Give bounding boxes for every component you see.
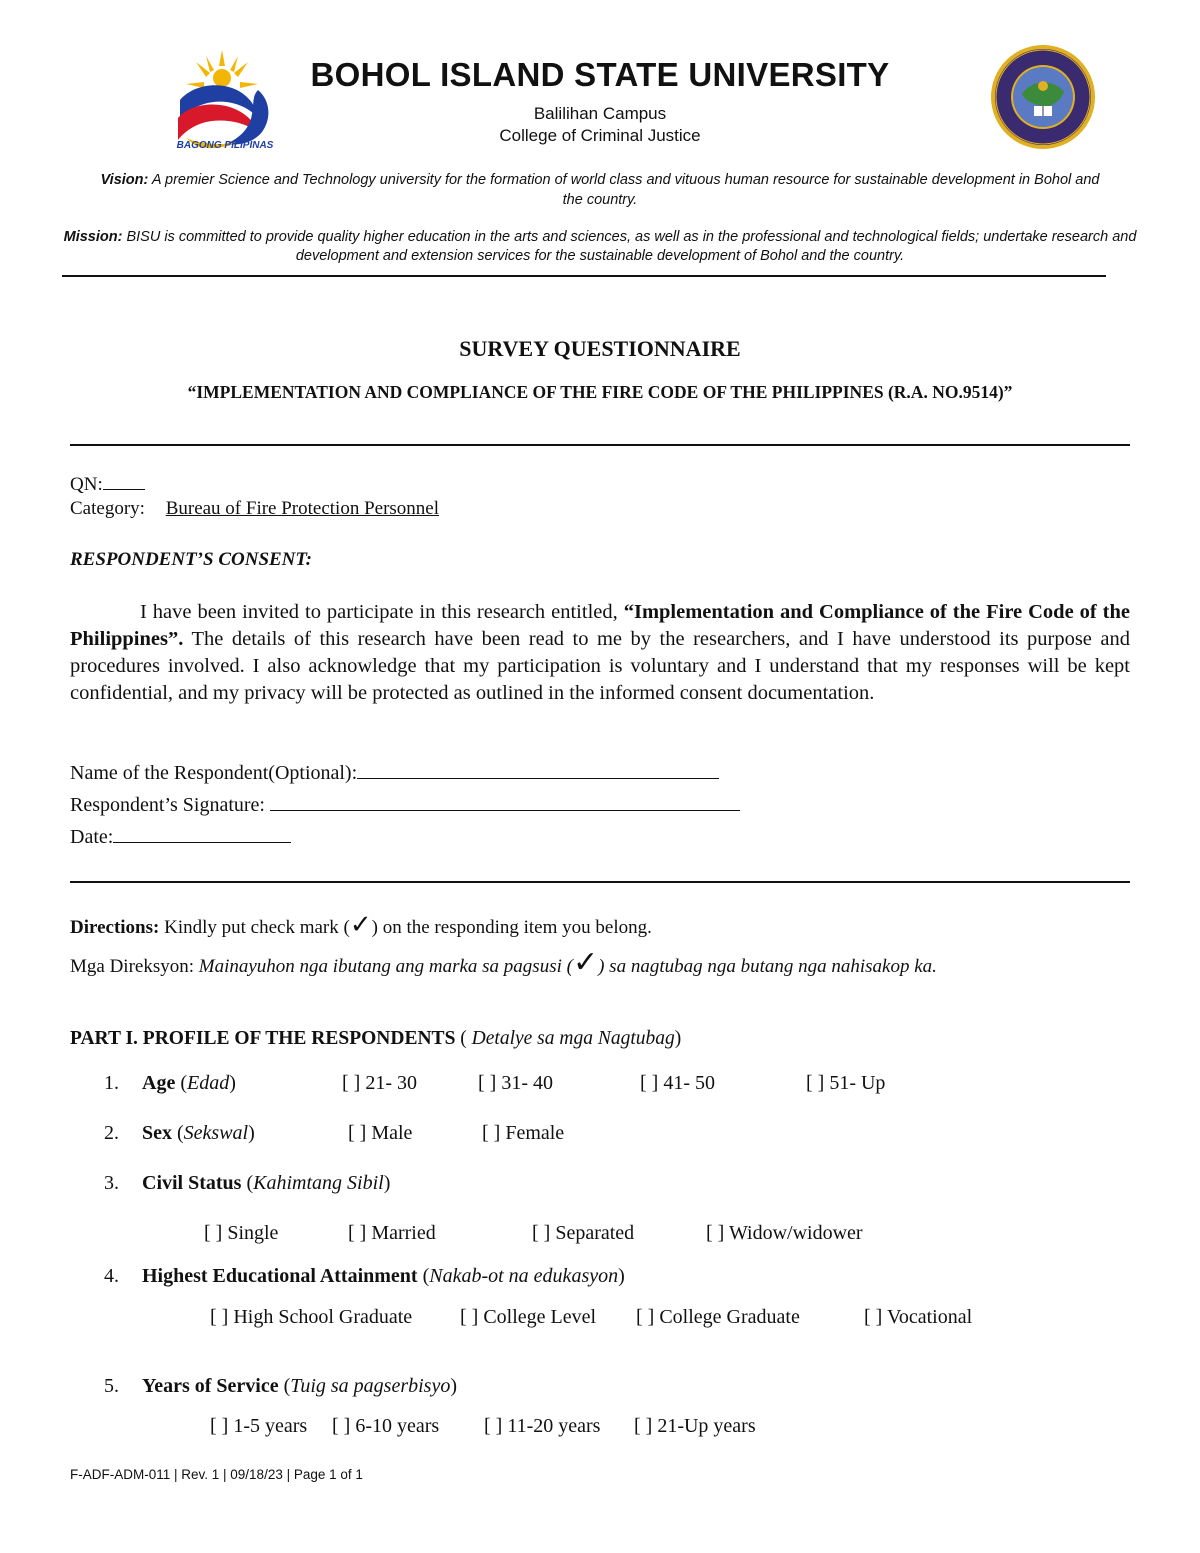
respondent-name-field [70,762,719,785]
university-name: BOHOL ISLAND STATE UNIVERSITY [310,56,890,93]
option-civil-single[interactable]: [ ] Single [204,1222,279,1244]
mission-statement [60,228,1140,266]
consent-research-title: “Implementation and Compliance of the Fire Code of the Philippines”. [70,601,1130,650]
question-label-text: Years of Service [142,1375,279,1397]
directions-text-after: ) on the responding item you belong. [371,917,652,938]
directions-local-before: Mainayuhon nga ibutang ang marka sa pagsusi ( [198,956,573,977]
consent-divider [70,881,1130,883]
question-education [0,1265,1200,1345]
campus-name: Balilihan Campus [533,104,667,123]
part1-title-local: Detalye sa mga Nagtubag [471,1028,675,1049]
option-civil-separated[interactable]: [ ] Separated [532,1222,635,1244]
seal-year: 2009 [1032,130,1054,140]
question-label: Years of Service (Tuig sa pagserbisyo) [142,1375,457,1397]
question-number: 3. [104,1172,119,1194]
category-field [70,498,439,520]
date-label: Date: [70,826,114,848]
option-age-31-40[interactable]: [ ] 31- 40 [478,1072,553,1094]
question-label-text: Sex [142,1122,172,1144]
option-years-1-5[interactable]: [ ] 1-5 years [210,1415,308,1437]
page-title: SURVEY QUESTIONNAIRE [459,336,741,361]
question-label-local: Edad [187,1072,230,1094]
category-value: Bureau of Fire Protection Personnel [165,498,440,519]
document-footer: F-ADF-ADM-011 | Rev. 1 | 09/18/23 | Page 1 of 1 [70,1467,363,1482]
question-number: 4. [104,1265,119,1287]
university-seal [990,44,1096,150]
option-edu-high-school[interactable]: [ ] High School Graduate [210,1306,413,1328]
question-civil-status [0,1172,1200,1252]
question-years-of-service [0,1375,1200,1445]
part1-heading: PART I. PROFILE OF THE RESPONDENTS ( Detalye sa mga Nagtubag) [70,1028,682,1049]
question-label-local: Kahimtang Sibil [253,1172,384,1194]
title-divider [70,444,1130,446]
question-label: Age (Edad) [142,1072,236,1094]
header-divider [62,275,1106,277]
directions-line [70,910,652,940]
consent-paragraph [70,599,1130,707]
directions-local-label: Mga Direksyon: [70,956,199,977]
consent-text-rest: The details of this research have been read to me by the researchers, and I have understood its purpose and procedures involved. I also acknowledge that my participation is voluntary and I understand that my responses will be kept confidential, and my privacy will be protected as outlined in the informed consent documentation. [70,628,1130,704]
question-label-text: Age [142,1072,176,1094]
option-years-11-20[interactable]: [ ] 11-20 years [484,1415,601,1437]
option-age-21-30[interactable]: [ ] 21- 30 [342,1072,417,1094]
respondent-signature-blank[interactable] [270,810,740,811]
question-label-local: Nakab-ot na edukasyon [429,1265,619,1287]
option-sex-female[interactable]: [ ] Female [482,1122,565,1144]
college-name: College of Criminal Justice [499,126,701,145]
date-field [70,826,291,849]
respondent-name-blank[interactable] [357,778,719,779]
category-label: Category: [70,498,145,519]
qn-blank[interactable] [103,489,145,490]
logo-caption: BAGONG PILIPINAS [176,140,274,151]
option-civil-married[interactable]: [ ] Married [348,1222,436,1244]
option-edu-vocational[interactable]: [ ] Vocational [864,1306,973,1328]
mission-text: BISU is committed to provide quality higher education in the arts and sciences, as well as in the professional and technological fields; undertake research and development and extension services for the sustainable development of Bohol and the country. [126,229,1137,264]
option-years-21-up[interactable]: [ ] 21-Up years [634,1415,756,1437]
question-label-text: Highest Educational Attainment [142,1265,418,1287]
part1-title: PART I. PROFILE OF THE RESPONDENTS [70,1028,456,1049]
check-mark-icon: ✓ [572,945,599,980]
question-label: Civil Status (Kahimtang Sibil) [142,1172,391,1194]
question-label-local: Sekswal [183,1122,249,1144]
option-age-51-up[interactable]: [ ] 51- Up [806,1072,886,1094]
option-civil-widow[interactable]: [ ] Widow/widower [706,1222,863,1244]
respondent-signature-field [70,794,740,817]
directions-label: Directions: [70,917,160,938]
page-subtitle: “IMPLEMENTATION AND COMPLIANCE OF THE FIRE CODE OF THE PHILIPPINES (R.A. NO.9514)” [187,382,1013,402]
vision-text: A premier Science and Technology university for the formation of world class and vituous human resource for sustainable development in Bohol and the country. [151,172,1100,208]
consent-heading: RESPONDENT’S CONSENT: [70,549,312,570]
date-blank[interactable] [113,842,291,843]
question-number: 2. [104,1122,119,1144]
respondent-name-label: Name of the Respondent(Optional): [70,762,358,784]
question-age [0,1072,1200,1102]
qn-label: QN: [70,474,103,495]
mission-label: Mission: [63,229,123,245]
directions-local-after: ) sa nagtubag nga butang nga nahisakop ka. [598,956,937,977]
question-label-local: Tuig sa pagserbisyo [290,1375,451,1397]
option-edu-college-level[interactable]: [ ] College Level [460,1306,597,1328]
directions-local-line [70,945,937,980]
qn-field [70,474,145,496]
question-label-text: Civil Status [142,1172,242,1194]
check-mark-icon: ✓ [349,910,372,940]
respondent-signature-label: Respondent’s Signature: [70,794,265,816]
directions-text-before: Kindly put check mark ( [159,917,350,938]
option-sex-male[interactable]: [ ] Male [348,1122,413,1144]
question-number: 5. [104,1375,119,1397]
option-age-41-50[interactable]: [ ] 41- 50 [640,1072,715,1094]
question-sex [0,1122,1200,1152]
option-years-6-10[interactable]: [ ] 6-10 years [332,1415,440,1437]
question-label: Highest Educational Attainment (Nakab-ot na edukasyon) [142,1265,625,1287]
vision-label: Vision: [100,172,149,188]
consent-text-start: I have been invited to participate in this research entitled, [140,601,624,623]
question-number: 1. [104,1072,119,1094]
vision-statement [100,170,1100,210]
option-edu-college-graduate[interactable]: [ ] College Graduate [636,1306,800,1328]
question-label: Sex (Sekswal) [142,1122,255,1144]
